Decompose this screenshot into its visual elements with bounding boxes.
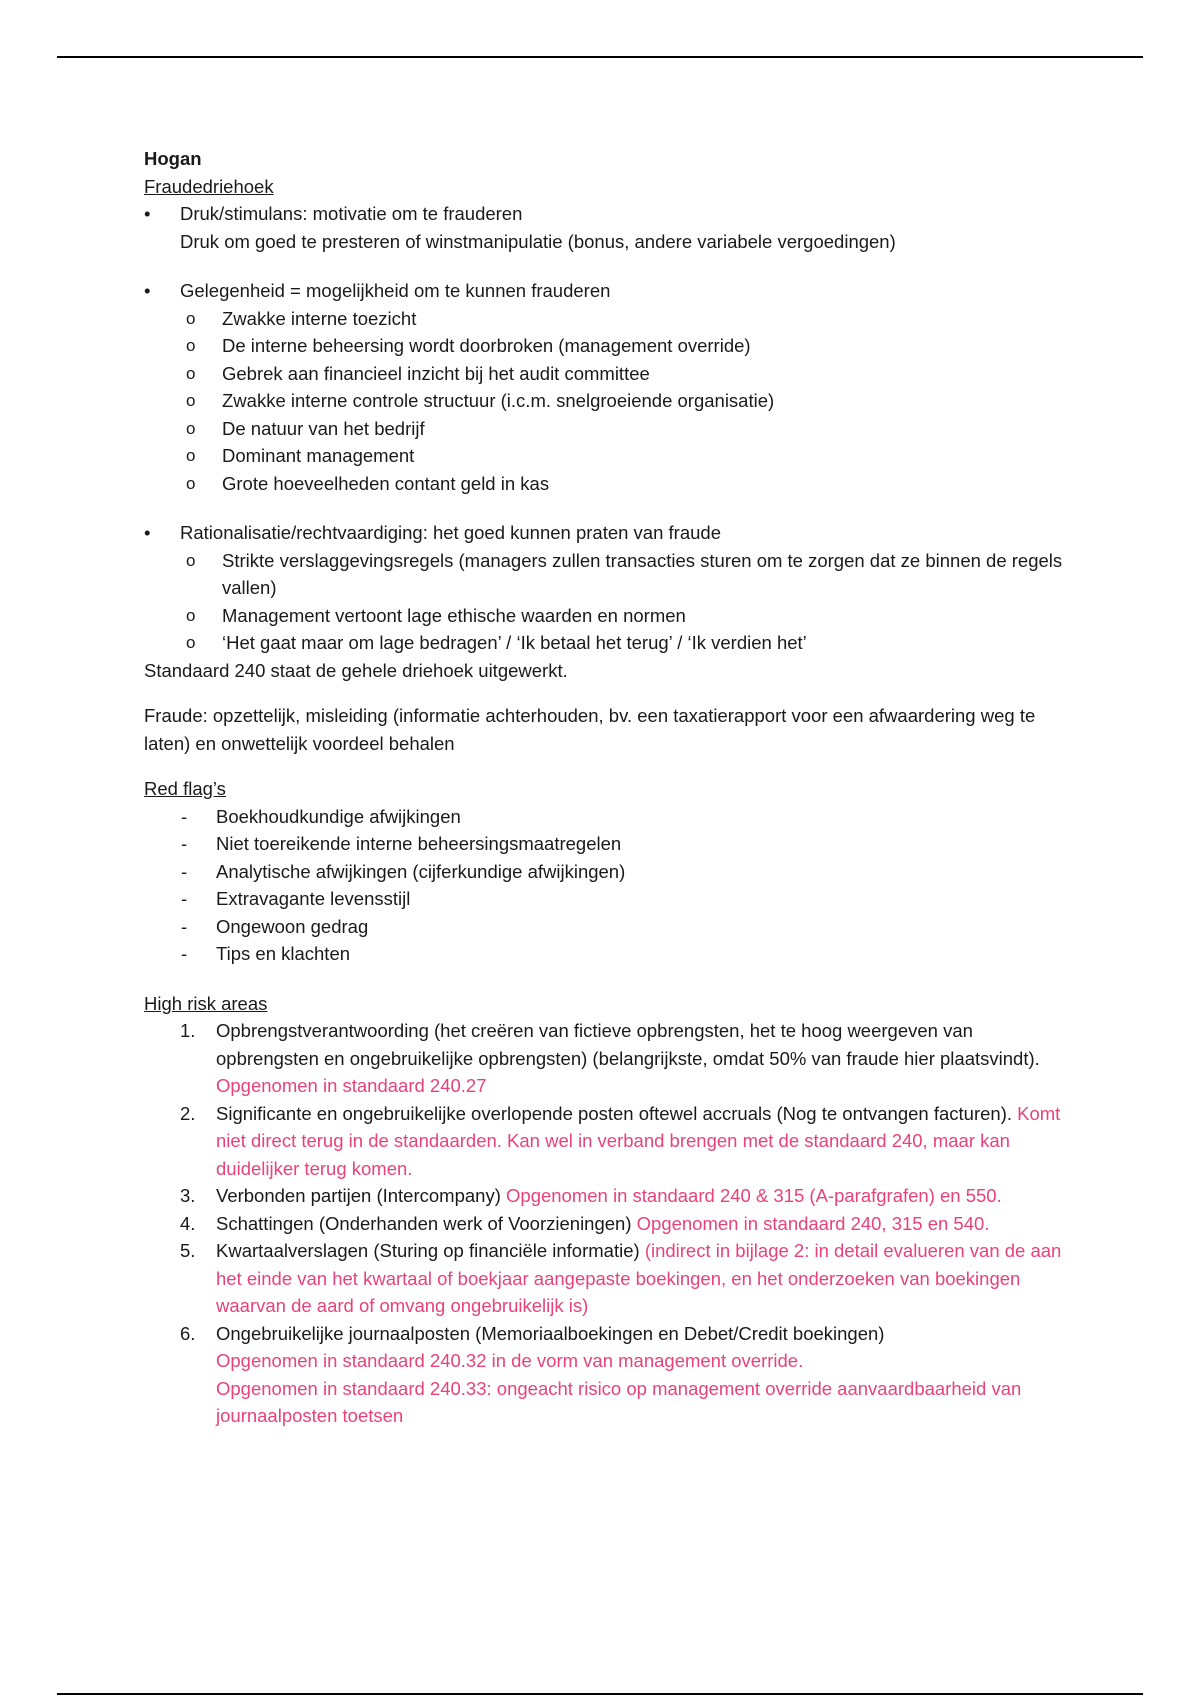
triangle-closing-text: Standaard 240 staat de gehele driehoek uitgewerkt. [144,659,568,681]
dash-marker: - [181,833,188,854]
dash-marker: - [181,805,188,827]
item-note: (indirect in bijlage 2: in detail evalueren van de aan het einde van het kwartaal of boekjaar aangepaste boekingen, en het onderzoeken van boekingen waarvan de aard of omvang ongebruikelijk is) [216,1240,1062,1316]
sub-marker: o [186,308,196,328]
sub-item [144,442,1064,470]
document-body [144,145,1064,1430]
high-risk-heading: High risk areas [144,992,268,1014]
red-flag-item [144,913,1064,941]
red-flags-heading: Red flag’s [144,778,226,799]
sub-item [144,470,1064,498]
sub-item [144,305,1064,333]
item-number: 5. [180,1240,196,1261]
sub-item [144,547,1064,602]
red-flag-item [144,940,1064,968]
high-risk-item [144,1210,1064,1238]
item-number: 1. [180,1020,196,1041]
high-risk-item [144,1237,1064,1320]
item-note: Opgenomen in standaard 240.27 [216,1075,487,1096]
item-note: Opgenomen in standaard 240 & 315 (A-parafgrafen) en 550. [506,1185,1002,1206]
header-rule [57,56,1143,58]
sub-item [144,360,1064,388]
sub-marker: o [186,446,196,465]
sub-marker: o [186,336,196,355]
item-text: Kwartaalverslagen (Sturing op financiële informatie) [216,1240,640,1261]
dash-marker: - [181,943,188,964]
bullet-text: Druk/stimulans: motivatie om te frauderen [180,203,523,224]
bullet-marker: • [144,280,151,301]
item-text: Verbonden partijen (Intercompany) [216,1185,501,1206]
sub-marker: o [186,550,196,570]
sub-text: Strikte verslaggevingsregels (managers zullen transacties sturen om te zorgen dat ze binnen de regels vallen) [222,549,1063,598]
fraud-triangle-heading: Fraudedriehoek [144,175,274,197]
red-flag-item [144,858,1064,886]
red-flag-text: Boekhoudkundige afwijkingen [216,805,461,827]
item-text: Significante en ongebruikelijke overlopende posten oftewel accruals (Nog te ontvangen facturen). [216,1102,1012,1124]
sub-marker: o [186,605,196,625]
red-flag-item [144,830,1064,858]
bullet-rationalization [144,519,1064,547]
sub-text: Gebrek aan financieel inzicht bij het audit committee [222,362,650,384]
red-flag-item [144,803,1064,831]
fraud-definition: Fraude: opzettelijk, misleiding (informatie achterhouden, bv. een taxatierapport voor een afwaardering weg te laten) en onwettelijk voordeel behalen [144,705,1036,754]
sub-marker: o [186,418,196,438]
sub-item [144,415,1064,443]
item-note: Komt niet direct terug in de standaarden. Kan wel in verband brengen met de standaard 240, maar kan duidelijker terug komen. [216,1102,1061,1179]
sub-text: Management vertoont lage ethische waarden en normen [222,604,686,626]
high-risk-item [144,1182,1064,1210]
sub-text: Grote hoeveelheden contant geld in kas [222,472,550,494]
sub-item [144,629,1064,657]
item-number: 3. [180,1185,196,1206]
bullet-opportunity [144,277,1064,305]
bullet-text: Rationalisatie/rechtvaardiging: het goed kunnen praten van fraude [180,522,721,543]
sub-text: Dominant management [222,445,415,466]
high-risk-item [144,1100,1064,1183]
bullet-pressure [144,200,1064,255]
sub-marker: o [186,473,196,493]
high-risk-item [144,1320,1064,1430]
sub-item [144,332,1064,360]
bullet-marker: • [144,522,151,543]
sub-text: De interne beheersing wordt doorbroken (management override) [222,335,751,356]
dash-marker: - [181,888,188,909]
red-flag-text: Tips en klachten [216,943,351,964]
high-risk-item [144,1017,1064,1100]
item-number: 6. [180,1322,196,1344]
sub-text: Zwakke interne toezicht [222,307,417,329]
sub-item [144,387,1064,415]
red-flag-item [144,885,1064,913]
dash-marker: - [181,860,188,882]
sub-text: ‘Het gaat maar om lage bedragen’ / ‘Ik betaal het terug’ / ‘Ik verdien het’ [222,632,807,653]
item-text: Opbrengstverantwoording (het creëren van fictieve opbrengsten, het te hoog weergeven van opbrengsten en ongebruikelijke opbrengsten) (belangrijkste, omdat 50% van fraude hier plaatsvindt). [216,1020,1040,1069]
sub-marker: o [186,633,196,652]
red-flag-text: Niet toereikende interne beheersingsmaatregelen [216,833,622,854]
sub-text: Zwakke interne controle structuur (i.c.m. snelgroeiende organisatie) [222,390,775,411]
item-number: 2. [180,1102,196,1124]
item-number: 4. [180,1212,196,1234]
item-text: Ongebruikelijke journaalposten (Memoriaalboekingen en Debet/Credit boekingen) [216,1322,885,1344]
item-note: Opgenomen in standaard 240.32 in de vorm van management override. [216,1350,804,1371]
sub-item [144,602,1064,630]
sub-marker: o [186,391,196,410]
bullet-text: Gelegenheid = mogelijkheid om te kunnen frauderen [180,280,611,301]
item-note: Opgenomen in standaard 240, 315 en 540. [636,1212,990,1234]
bullet-marker: • [144,203,151,224]
document-title: Hogan [144,148,202,169]
item-note: Opgenomen in standaard 240.33: ongeacht risico op management override aanvaardbaarheid van journaalposten toetsen [216,1377,1022,1426]
bullet-subtext: Druk om goed te presteren of winstmanipulatie (bonus, andere variabele vergoedingen) [180,230,896,252]
red-flag-text: Ongewoon gedrag [216,915,369,937]
footer-rule [57,1693,1143,1695]
red-flag-text: Extravagante levensstijl [216,888,411,909]
item-text: Schattingen (Onderhanden werk of Voorzieningen) [216,1212,632,1234]
dash-marker: - [181,915,188,937]
red-flag-text: Analytische afwijkingen (cijferkundige afwijkingen) [216,860,626,882]
sub-marker: o [186,363,196,383]
sub-text: De natuur van het bedrijf [222,417,425,439]
